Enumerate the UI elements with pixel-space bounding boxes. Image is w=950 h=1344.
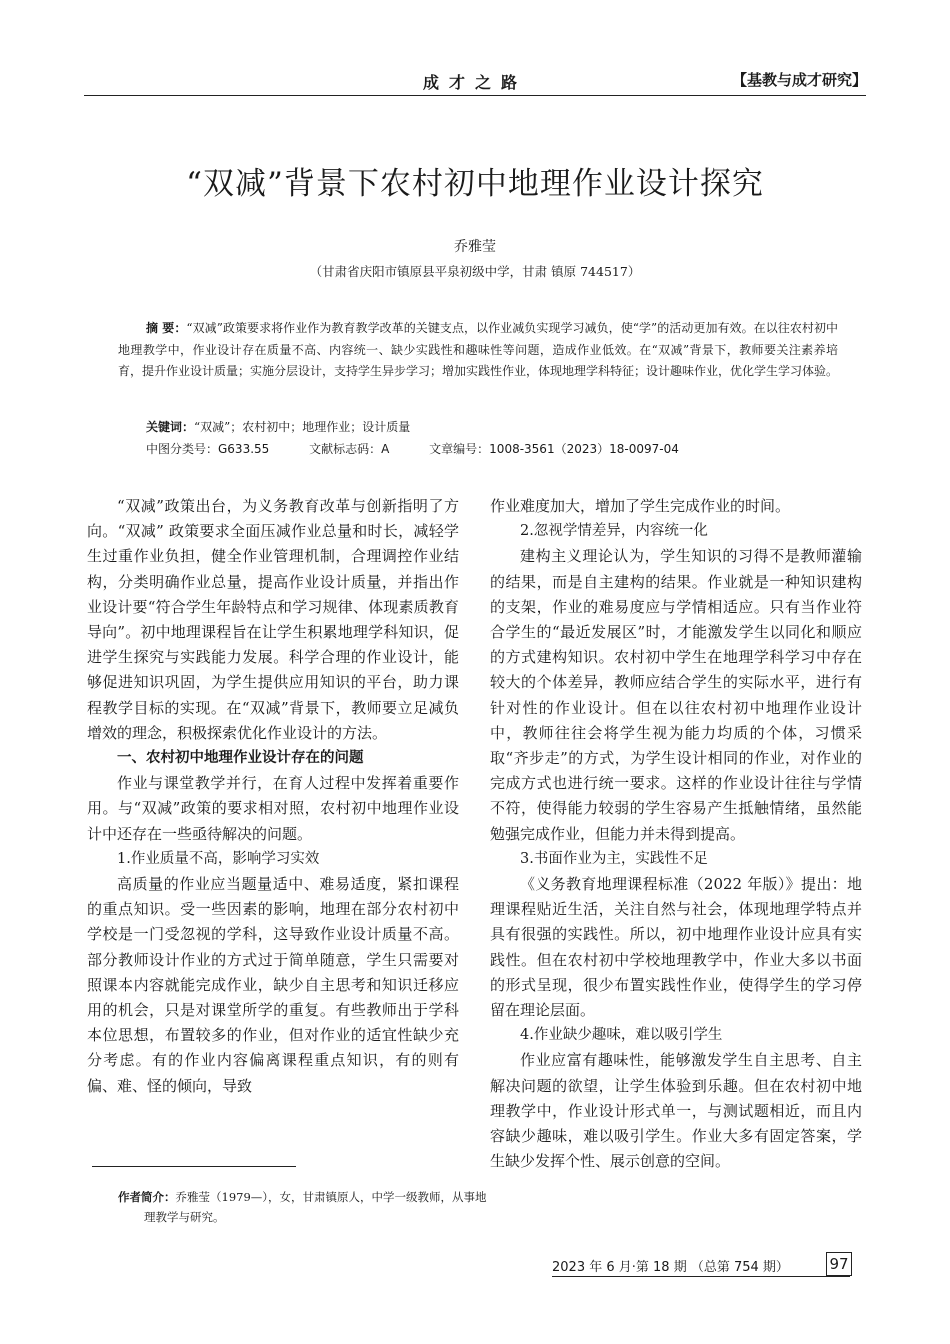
keywords-text: “双减”；农村初中；地理作业；设计质量 [194, 420, 411, 434]
paragraph: “双减”政策出台，为义务教育改革与创新指明了方向。“双减” 政策要求全面压减作业总量和时长，减轻学生过重作业负担，健全作业管理机制，合理调控作业结构，分类明确作业总量，提高作业设计质量，并指出作业设计要“符合学生年龄特点和学习规律、体现素质教育导向”。初中地理课程旨在让学生积累地理学科知识，促进学生探究与实践能力发展。科学合理的作业设计，能够促进知识巩固，为学生提供应用知识的平台，助力课程教学目标的实现。在“双减”背景下，教师要立足减负增效的理念，积极探索优化作业设计的方法。 [87, 497, 459, 742]
document-code: 文献标志码：A [309, 442, 390, 456]
header-rule [84, 95, 866, 96]
paragraph: 建构主义理论认为，学生知识的习得不是教师灌输的结果，而是自主建构的结果。作业就是一种知识建构的支架，作业的难易度应与学情相适应。只有当作业符合学生的“最近发展区”时，才能激发学生以同化和顺应的方式建构知识。农村初中学生在地理学科学习中存在较大的个体差异，教师应结合学生的实际水平，进行有针对性的作业设计。但在以往农村初中地理作业设计中，教师往往会将学生视为能力均质的个体，习惯采取“齐步走”的方式，为学生设计相同的作业，对作业的完成方式也进行统一要求。这样的作业设计往往与学情不符，使得能力较弱的学生容易产生抵触情绪，虽然能勉强完成作业，但能力并未得到提高。 [490, 547, 862, 843]
body-column-left [87, 494, 459, 1099]
author-footnote [118, 1187, 494, 1227]
footer-rule [552, 1276, 850, 1277]
subsection-heading: 2.忽视学情差异，内容统一化 [520, 523, 708, 540]
abstract [118, 318, 838, 383]
paragraph: 《义务教育地理课程标准（2022 年版）》提出：地理课程贴近生活，关注自然与社会，体现地理学特点并具有很强的实践性。所以，初中地理作业设计应具有实践性。但在农村初中学校地理教学中，作业大多以书面的形式呈现，很少布置实践性作业，使得学生的学习停留在理论层面。 [490, 875, 862, 1020]
footnote-text: 乔雅莹（1979—），女，甘肃镇原人，中学一级教师，从事地理教学与研究。 [144, 1190, 487, 1224]
author-affiliation: （甘肃省庆阳市镇原县平泉初级中学，甘肃 镇原 744517） [309, 264, 641, 279]
clc-number: 中图分类号：G633.55 [146, 442, 270, 456]
classification-line [146, 440, 715, 457]
subsection-heading: 1.作业质量不高，影响学习实效 [117, 850, 320, 867]
subsection-heading: 4.作业缺少趣味，难以吸引学生 [520, 1027, 723, 1044]
article-number: 文章编号：1008-3561（2023）18-0097-04 [429, 442, 679, 456]
page-number: 97 [826, 1252, 852, 1276]
author-name: 乔雅莹 [454, 239, 496, 255]
paragraph: 作业难度加大，增加了学生完成作业的时间。 [490, 497, 791, 515]
subsection-heading: 3.书面作业为主，实践性不足 [520, 850, 708, 867]
keywords-label: 关键词： [146, 420, 195, 434]
keywords [146, 418, 410, 435]
abstract-text: “双减”政策要求将作业作为教育教学改革的关键支点，以作业减负实现学习减负，使“学”的活动更加有效。在以往农村初中地理教学中，作业设计存在质量不高、内容统一、缺少实践性和趣味性等问题，造成作业低效。在“双减”背景下，教师要关注素养培育，提升作业设计质量；实施分层设计，支持学生异步学习；增加实践性作业，体现地理学科特征；设计趣味作业，优化学生学习体验。 [118, 321, 839, 378]
paragraph: 作业应富有趣味性，能够激发学生自主思考、自主解决问题的欲望，让学生体验到乐趣。但在农村初中地理教学中，作业设计形式单一，与测试题相近，而且内容缺少趣味，难以吸引学生。作业大多有固定答案，学生缺少发挥个性、展示创意的空间。 [490, 1051, 862, 1171]
abstract-label: 摘 要： [146, 321, 187, 335]
journal-name: 成才之路 [422, 73, 527, 92]
issue-info: 2023 年 6 月·第 18 期 （总第 754 期） [552, 1260, 789, 1275]
section-heading: 一、农村初中地理作业设计存在的问题 [117, 750, 364, 767]
article-title: “双减”背景下农村初中地理作业设计探究 [186, 166, 764, 202]
section-label: 【基教与成才研究】 [731, 71, 867, 89]
paragraph: 作业与课堂教学并行，在育人过程中发挥着重要作用。与“双减”政策的要求相对照，农村初中地理作业设计中还存在一些亟待解决的问题。 [87, 774, 459, 843]
body-column-right [490, 494, 862, 1174]
paragraph: 高质量的作业应当题量适中、难易适度，紧扣课程的重点知识。受一些因素的影响，地理在部分农村初中学校是一门受忽视的学科，这导致作业设计质量不高。部分教师设计作业的方式过于简单随意，学生只需要对照课本内容就能完成作业，缺少自主思考和知识迁移应用的机会，只是对课堂所学的重复。有些教师出于学科本位思想，布置较多的作业，但对作业的适宜性缺少充分考虑。有的作业内容偏离课程重点知识，有的则有偏、难、怪的倾向，导致 [87, 875, 459, 1095]
footnote-rule [92, 1166, 296, 1167]
footnote-label: 作者简介： [118, 1190, 176, 1204]
